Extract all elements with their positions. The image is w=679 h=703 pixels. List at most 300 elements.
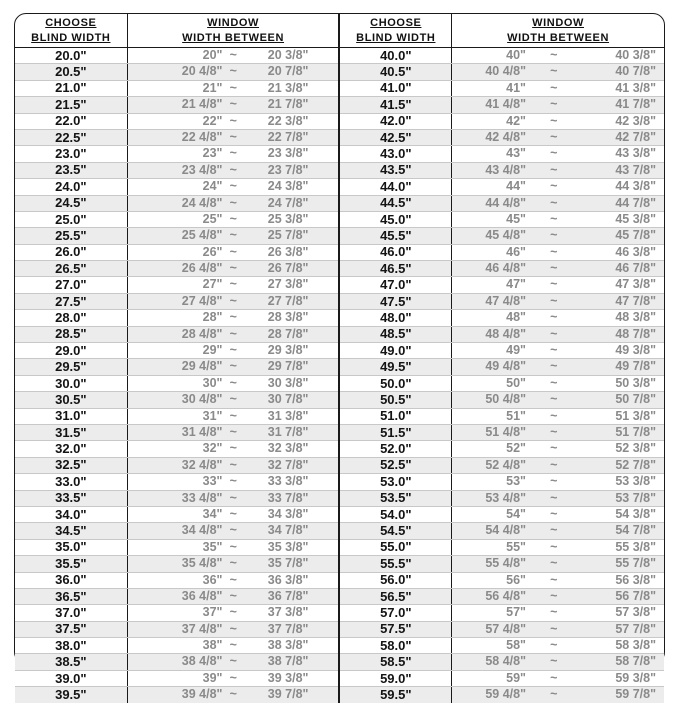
blind-width-cell: 47.5" [339,293,451,309]
window-width-from: 55" [506,539,526,554]
window-width-to: 51 3/8" [615,408,656,423]
blind-width-cell: 45.0" [339,211,451,227]
blind-width-cell: 46.0" [339,244,451,260]
window-range-cell [452,129,664,145]
window-width-from: 22 4/8" [181,129,223,144]
window-range-cell [452,228,664,244]
blind-width-cell: 26.5" [15,261,127,277]
blind-width-cell: 25.5" [15,228,127,244]
range-separator: ~ [229,605,237,620]
table-row [15,670,664,686]
window-range-cell [452,588,664,604]
range-separator: ~ [229,97,237,112]
blind-width-cell: 42.0" [339,113,451,129]
table-row [15,523,664,539]
range-separator: ~ [550,293,558,308]
window-width-from: 45 4/8" [485,228,526,243]
blind-width-cell: 38.5" [15,654,127,670]
window-width-to: 29 7/8" [267,359,309,374]
range-separator: ~ [550,261,558,276]
range-separator: ~ [550,113,558,128]
blind-width-cell: 41.5" [339,97,451,113]
blind-width-cell: 50.5" [339,392,451,408]
window-width-from: 51 4/8" [485,424,526,439]
window-width-from: 46 4/8" [485,261,526,276]
table-row [15,474,664,490]
window-width-to: 46 7/8" [615,261,656,276]
range-separator: ~ [550,228,558,243]
window-width-from: 59 4/8" [485,687,526,702]
range-separator: ~ [550,195,558,210]
window-width-to: 57 3/8" [615,605,656,620]
window-width-from: 24" [202,179,223,194]
blind-width-cell: 44.5" [339,195,451,211]
blind-width-cell: 34.0" [15,506,127,522]
window-range-cell [452,605,664,621]
table-row [15,359,664,375]
window-width-from: 34" [202,506,223,521]
range-separator: ~ [229,261,237,276]
window-range-cell [127,490,339,506]
window-range-cell [127,113,339,129]
window-range-cell [127,556,339,572]
window-range-cell [127,293,339,309]
table-row [15,80,664,96]
range-separator: ~ [550,457,558,472]
blind-width-cell: 48.0" [339,310,451,326]
range-separator: ~ [229,441,237,456]
range-separator: ~ [550,572,558,587]
window-width-to: 54 7/8" [615,523,656,538]
range-separator: ~ [229,195,237,210]
window-width-from: 27 4/8" [181,293,223,308]
window-width-from: 28" [202,310,223,325]
window-range-cell [452,80,664,96]
range-separator: ~ [229,80,237,95]
window-width-to: 24 7/8" [267,195,309,210]
window-width-from: 53 4/8" [485,490,526,505]
blind-width-cell: 40.5" [339,64,451,80]
table-row [15,408,664,424]
table-row [15,293,664,309]
window-range-cell [452,621,664,637]
window-width-to: 33 7/8" [267,490,309,505]
blind-width-cell: 21.0" [15,80,127,96]
window-width-from: 23 4/8" [181,162,223,177]
range-separator: ~ [229,129,237,144]
range-separator: ~ [229,539,237,554]
table-row [15,687,664,703]
window-width-from: 40" [506,48,526,62]
window-range-cell [452,523,664,539]
range-separator: ~ [550,654,558,669]
window-width-to: 39 3/8" [267,670,309,685]
window-range-cell [452,375,664,391]
window-range-cell [127,195,339,211]
window-range-cell [127,375,339,391]
window-width-from: 53" [506,474,526,489]
window-width-from: 24 4/8" [181,195,223,210]
blind-width-table [15,14,664,703]
window-range-cell [452,441,664,457]
window-width-from: 58 4/8" [485,654,526,669]
header-choose-blind-width-right [339,14,451,48]
window-width-from: 36 4/8" [181,588,223,603]
blind-width-cell: 39.5" [15,687,127,703]
range-separator: ~ [550,621,558,636]
window-range-cell [127,277,339,293]
range-separator: ~ [229,424,237,439]
range-separator: ~ [229,638,237,653]
range-separator: ~ [550,80,558,95]
blind-width-cell: 59.0" [339,670,451,686]
window-range-cell [452,179,664,195]
window-width-from: 38" [202,638,223,653]
window-range-cell [452,64,664,80]
table-row [15,277,664,293]
blind-width-cell: 58.0" [339,638,451,654]
blind-width-cell: 35.5" [15,556,127,572]
window-width-to: 57 7/8" [615,621,656,636]
header-line: WINDOW [207,16,260,29]
window-range-cell [127,539,339,555]
range-separator: ~ [550,424,558,439]
window-width-from: 27" [202,277,223,292]
window-width-to: 42 3/8" [615,113,656,128]
blind-width-cell: 45.5" [339,228,451,244]
range-separator: ~ [550,441,558,456]
window-width-from: 22" [202,113,223,128]
window-width-from: 30" [202,375,223,390]
range-separator: ~ [229,474,237,489]
header-line: WIDTH BETWEEN [182,31,285,44]
window-width-to: 30 3/8" [267,375,309,390]
window-range-cell [127,572,339,588]
blind-width-cell: 21.5" [15,97,127,113]
blind-width-cell: 44.0" [339,179,451,195]
window-width-from: 44 4/8" [485,195,526,210]
window-width-from: 54 4/8" [485,523,526,538]
window-width-to: 22 3/8" [267,113,309,128]
window-width-to: 20 7/8" [267,64,309,79]
window-range-cell [127,146,339,162]
window-width-from: 38 4/8" [181,654,223,669]
range-separator: ~ [229,375,237,390]
range-separator: ~ [229,490,237,505]
range-separator: ~ [550,277,558,292]
blind-width-cell: 31.5" [15,424,127,440]
window-width-from: 26 4/8" [181,261,223,276]
window-width-from: 44" [506,179,526,194]
window-width-to: 55 3/8" [615,539,656,554]
range-separator: ~ [550,375,558,390]
blind-width-cell: 53.0" [339,474,451,490]
table-row [15,162,664,178]
window-width-to: 52 7/8" [615,457,656,472]
range-separator: ~ [550,179,558,194]
range-separator: ~ [229,179,237,194]
window-range-cell [127,441,339,457]
blind-width-cell: 26.0" [15,244,127,260]
range-separator: ~ [550,638,558,653]
window-width-to: 36 3/8" [267,572,309,587]
window-width-from: 52" [506,441,526,456]
window-width-to: 49 3/8" [615,343,656,358]
window-width-to: 24 3/8" [267,179,309,194]
blind-width-cell: 30.5" [15,392,127,408]
window-width-to: 32 3/8" [267,441,309,456]
window-range-cell [452,146,664,162]
window-width-from: 49" [506,343,526,358]
blind-width-cell: 28.5" [15,326,127,342]
window-range-cell [127,687,339,703]
table-row [15,129,664,145]
window-width-from: 56" [506,572,526,587]
window-width-to: 48 7/8" [615,326,656,341]
range-separator: ~ [550,343,558,358]
range-separator: ~ [229,343,237,358]
range-separator: ~ [550,310,558,325]
window-width-to: 43 7/8" [615,162,656,177]
window-width-to: 52 3/8" [615,441,656,456]
window-range-cell [452,113,664,129]
window-range-cell [127,359,339,375]
window-width-from: 58" [506,638,526,653]
blind-width-cell: 54.5" [339,523,451,539]
window-range-cell [127,179,339,195]
window-range-cell [127,64,339,80]
range-separator: ~ [229,277,237,292]
table-row [15,179,664,195]
range-separator: ~ [550,408,558,423]
window-width-to: 33 3/8" [267,474,309,489]
window-range-cell [452,48,664,64]
window-width-to: 32 7/8" [267,457,309,472]
window-width-from: 42" [506,113,526,128]
blind-width-cell: 36.5" [15,588,127,604]
blind-width-cell: 20.0" [15,48,127,64]
range-separator: ~ [229,293,237,308]
table-row [15,64,664,80]
range-separator: ~ [550,129,558,144]
window-range-cell [452,293,664,309]
range-separator: ~ [550,687,558,702]
window-range-cell [452,457,664,473]
window-width-to: 23 3/8" [267,146,309,161]
window-width-to: 48 3/8" [615,310,656,325]
range-separator: ~ [229,310,237,325]
blind-width-cell: 42.5" [339,129,451,145]
blind-width-cell: 49.0" [339,343,451,359]
window-width-from: 21" [202,80,223,95]
window-range-cell [452,572,664,588]
window-width-to: 35 3/8" [267,539,309,554]
window-width-to: 26 7/8" [267,261,309,276]
window-width-from: 37" [202,605,223,620]
range-separator: ~ [550,392,558,407]
table-row [15,392,664,408]
blind-width-cell: 41.0" [339,80,451,96]
window-width-to: 28 7/8" [267,326,309,341]
window-width-from: 47 4/8" [485,293,526,308]
window-width-to: 27 3/8" [267,277,309,292]
window-width-to: 35 7/8" [267,556,309,571]
table-row [15,211,664,227]
window-range-cell [452,326,664,342]
table-row [15,621,664,637]
blind-width-cell: 55.0" [339,539,451,555]
window-range-cell [452,687,664,703]
window-width-from: 59" [506,670,526,685]
window-width-from: 29 4/8" [181,359,223,374]
window-width-to: 23 7/8" [267,162,309,177]
window-width-to: 25 7/8" [267,228,309,243]
window-range-cell [452,490,664,506]
range-separator: ~ [229,244,237,259]
window-range-cell [452,97,664,113]
header-line: CHOOSE [45,16,97,29]
window-range-cell [127,474,339,490]
table-row [15,228,664,244]
window-range-cell [452,211,664,227]
window-range-cell [127,97,339,113]
range-separator: ~ [550,244,558,259]
blind-width-cell: 24.0" [15,179,127,195]
window-width-from: 43 4/8" [485,162,526,177]
blind-width-cell: 22.0" [15,113,127,129]
window-range-cell [127,621,339,637]
window-width-to: 40 3/8" [615,48,656,62]
window-width-from: 21 4/8" [181,97,223,112]
header-window-width-right [452,14,664,48]
blind-width-cell: 46.5" [339,261,451,277]
table-row [15,638,664,654]
range-separator: ~ [229,211,237,226]
window-range-cell [452,244,664,260]
window-range-cell [127,48,339,64]
window-width-from: 23" [202,146,223,161]
window-width-from: 40 4/8" [485,64,526,79]
window-range-cell [452,670,664,686]
window-width-from: 26" [202,244,223,259]
range-separator: ~ [229,64,237,79]
window-width-from: 39" [202,670,223,685]
range-separator: ~ [229,457,237,472]
window-width-from: 43" [506,146,526,161]
window-width-to: 31 7/8" [267,424,309,439]
table-row [15,113,664,129]
blind-width-cell: 37.5" [15,621,127,637]
window-width-to: 26 3/8" [267,244,309,259]
blind-width-cell: 58.5" [339,654,451,670]
window-width-to: 27 7/8" [267,293,309,308]
table-row [15,572,664,588]
window-width-from: 25 4/8" [181,228,223,243]
table-row [15,48,664,64]
header-row [15,14,664,48]
range-separator: ~ [229,670,237,685]
blind-width-cell: 39.0" [15,670,127,686]
blind-width-cell: 30.0" [15,375,127,391]
range-separator: ~ [550,605,558,620]
blind-width-cell: 29.0" [15,343,127,359]
header-line: WIDTH BETWEEN [507,31,610,44]
window-width-from: 35" [202,539,223,554]
window-width-to: 38 3/8" [267,638,309,653]
table-row [15,424,664,440]
table-row [15,244,664,260]
window-width-to: 37 7/8" [267,621,309,636]
header-choose-blind-width-left [15,14,127,48]
blind-width-cell: 25.0" [15,211,127,227]
blind-width-cell: 54.0" [339,506,451,522]
window-range-cell [127,588,339,604]
window-range-cell [127,228,339,244]
header-window-width-left [127,14,339,48]
blind-width-cell: 52.5" [339,457,451,473]
window-range-cell [452,343,664,359]
table-row [15,506,664,522]
range-separator: ~ [229,326,237,341]
range-separator: ~ [229,392,237,407]
window-width-to: 30 7/8" [267,392,309,407]
range-separator: ~ [229,506,237,521]
blind-width-cell: 35.0" [15,539,127,555]
range-separator: ~ [550,490,558,505]
window-range-cell [452,359,664,375]
range-separator: ~ [229,588,237,603]
range-separator: ~ [229,48,237,62]
blind-width-cell: 51.5" [339,424,451,440]
window-range-cell [452,310,664,326]
window-width-from: 30 4/8" [181,392,223,407]
window-width-from: 41 4/8" [485,97,526,112]
range-separator: ~ [550,97,558,112]
window-width-from: 52 4/8" [485,457,526,472]
blind-width-cell: 33.0" [15,474,127,490]
table-row [15,441,664,457]
window-width-from: 28 4/8" [181,326,223,341]
window-width-from: 45" [506,211,526,226]
window-range-cell [127,211,339,227]
window-width-to: 44 7/8" [615,195,656,210]
window-width-to: 53 3/8" [615,474,656,489]
window-width-from: 50 4/8" [485,392,526,407]
window-range-cell [127,506,339,522]
window-width-to: 25 3/8" [267,211,309,226]
blind-width-cell: 29.5" [15,359,127,375]
window-range-cell [127,244,339,260]
range-separator: ~ [229,359,237,374]
window-width-from: 20" [202,48,223,62]
range-separator: ~ [229,572,237,587]
blind-width-cell: 48.5" [339,326,451,342]
window-width-from: 36" [202,572,223,587]
range-separator: ~ [550,326,558,341]
range-separator: ~ [550,48,558,62]
window-range-cell [452,195,664,211]
blind-width-cell: 20.5" [15,64,127,80]
window-width-from: 42 4/8" [485,129,526,144]
range-separator: ~ [229,162,237,177]
blind-width-cell: 34.5" [15,523,127,539]
range-separator: ~ [550,474,558,489]
table-row [15,556,664,572]
window-width-to: 34 3/8" [267,506,309,521]
window-width-from: 32" [202,441,223,456]
table-row [15,310,664,326]
blind-width-cell: 22.5" [15,129,127,145]
